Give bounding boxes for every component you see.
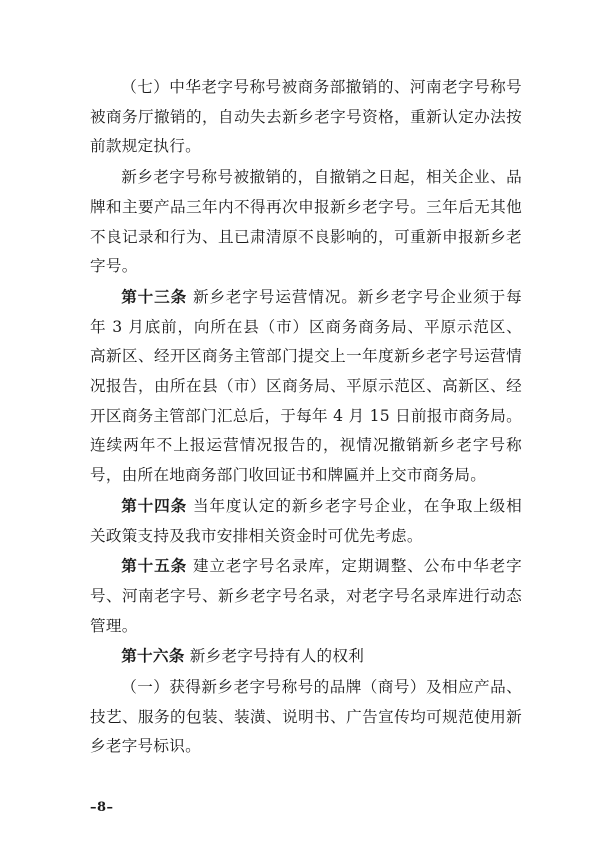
paragraph-article-16 xyxy=(90,641,522,672)
paragraph-article-15 xyxy=(90,551,522,641)
paragraph-text: （一）获得新乡老字号称号的品牌（商号）及相应产品、技艺、服务的包装、装潢、说明书、广告宣传均可规范使用新乡老字号标识。 xyxy=(90,678,522,756)
article-heading: 第十五条 xyxy=(121,556,188,576)
paragraph-text: 新乡老字号称号被撤销的，自撤销之日起，相关企业、品牌和主要产品三年内不得再次申报新乡老字号。三年后无其他不良记录和行为、且已肃清原不良影响的，可重新申报新乡老字号。 xyxy=(90,168,522,276)
paragraph-2 xyxy=(90,162,522,282)
paragraph-1 xyxy=(90,72,522,162)
document-body xyxy=(90,72,522,762)
article-heading: 第十三条 xyxy=(121,286,188,306)
paragraph-text: 建立老字号名录库，定期调整、公布中华老字号、河南老字号、新乡老字号名录，对老字号名录库进行动态管理。 xyxy=(90,557,522,635)
paragraph-text: 新乡老字号持有人的权利 xyxy=(184,647,365,666)
paragraph-text: 新乡老字号运营情况。新乡老字号企业须于每年 3 月底前，向所在县（市）区商务商务局、平原示范区、高新区、经开区商务主管部门提交上一年度新乡老字号运营情况报告，由所在县（市）区商务局、平原示范区、高新区、经开区商务主管部门汇总后，于每年 4 月 15 日前报市商务局。连续两年不上报运营情况报告的，视情况撤销新乡老字号称号，由所在地商务部门收回证书和牌匾并上交市商务局。 xyxy=(90,287,522,485)
paragraph-text: （七）中华老字号称号被商务部撤销的、河南老字号称号被商务厅撤销的，自动失去新乡老字号资格，重新认定办法按前款规定执行。 xyxy=(90,78,522,156)
article-heading: 第十六条 xyxy=(121,646,185,666)
page-number: –8– xyxy=(90,800,114,815)
paragraph-article-14 xyxy=(90,491,522,551)
article-heading: 第十四条 xyxy=(121,495,188,515)
paragraph-text: 当年度认定的新乡老字号企业，在争取上级相关政策支持及我市安排相关资金时可优先考虑。 xyxy=(90,496,522,545)
paragraph-article-13 xyxy=(90,282,522,491)
paragraph-item-1 xyxy=(90,672,522,762)
